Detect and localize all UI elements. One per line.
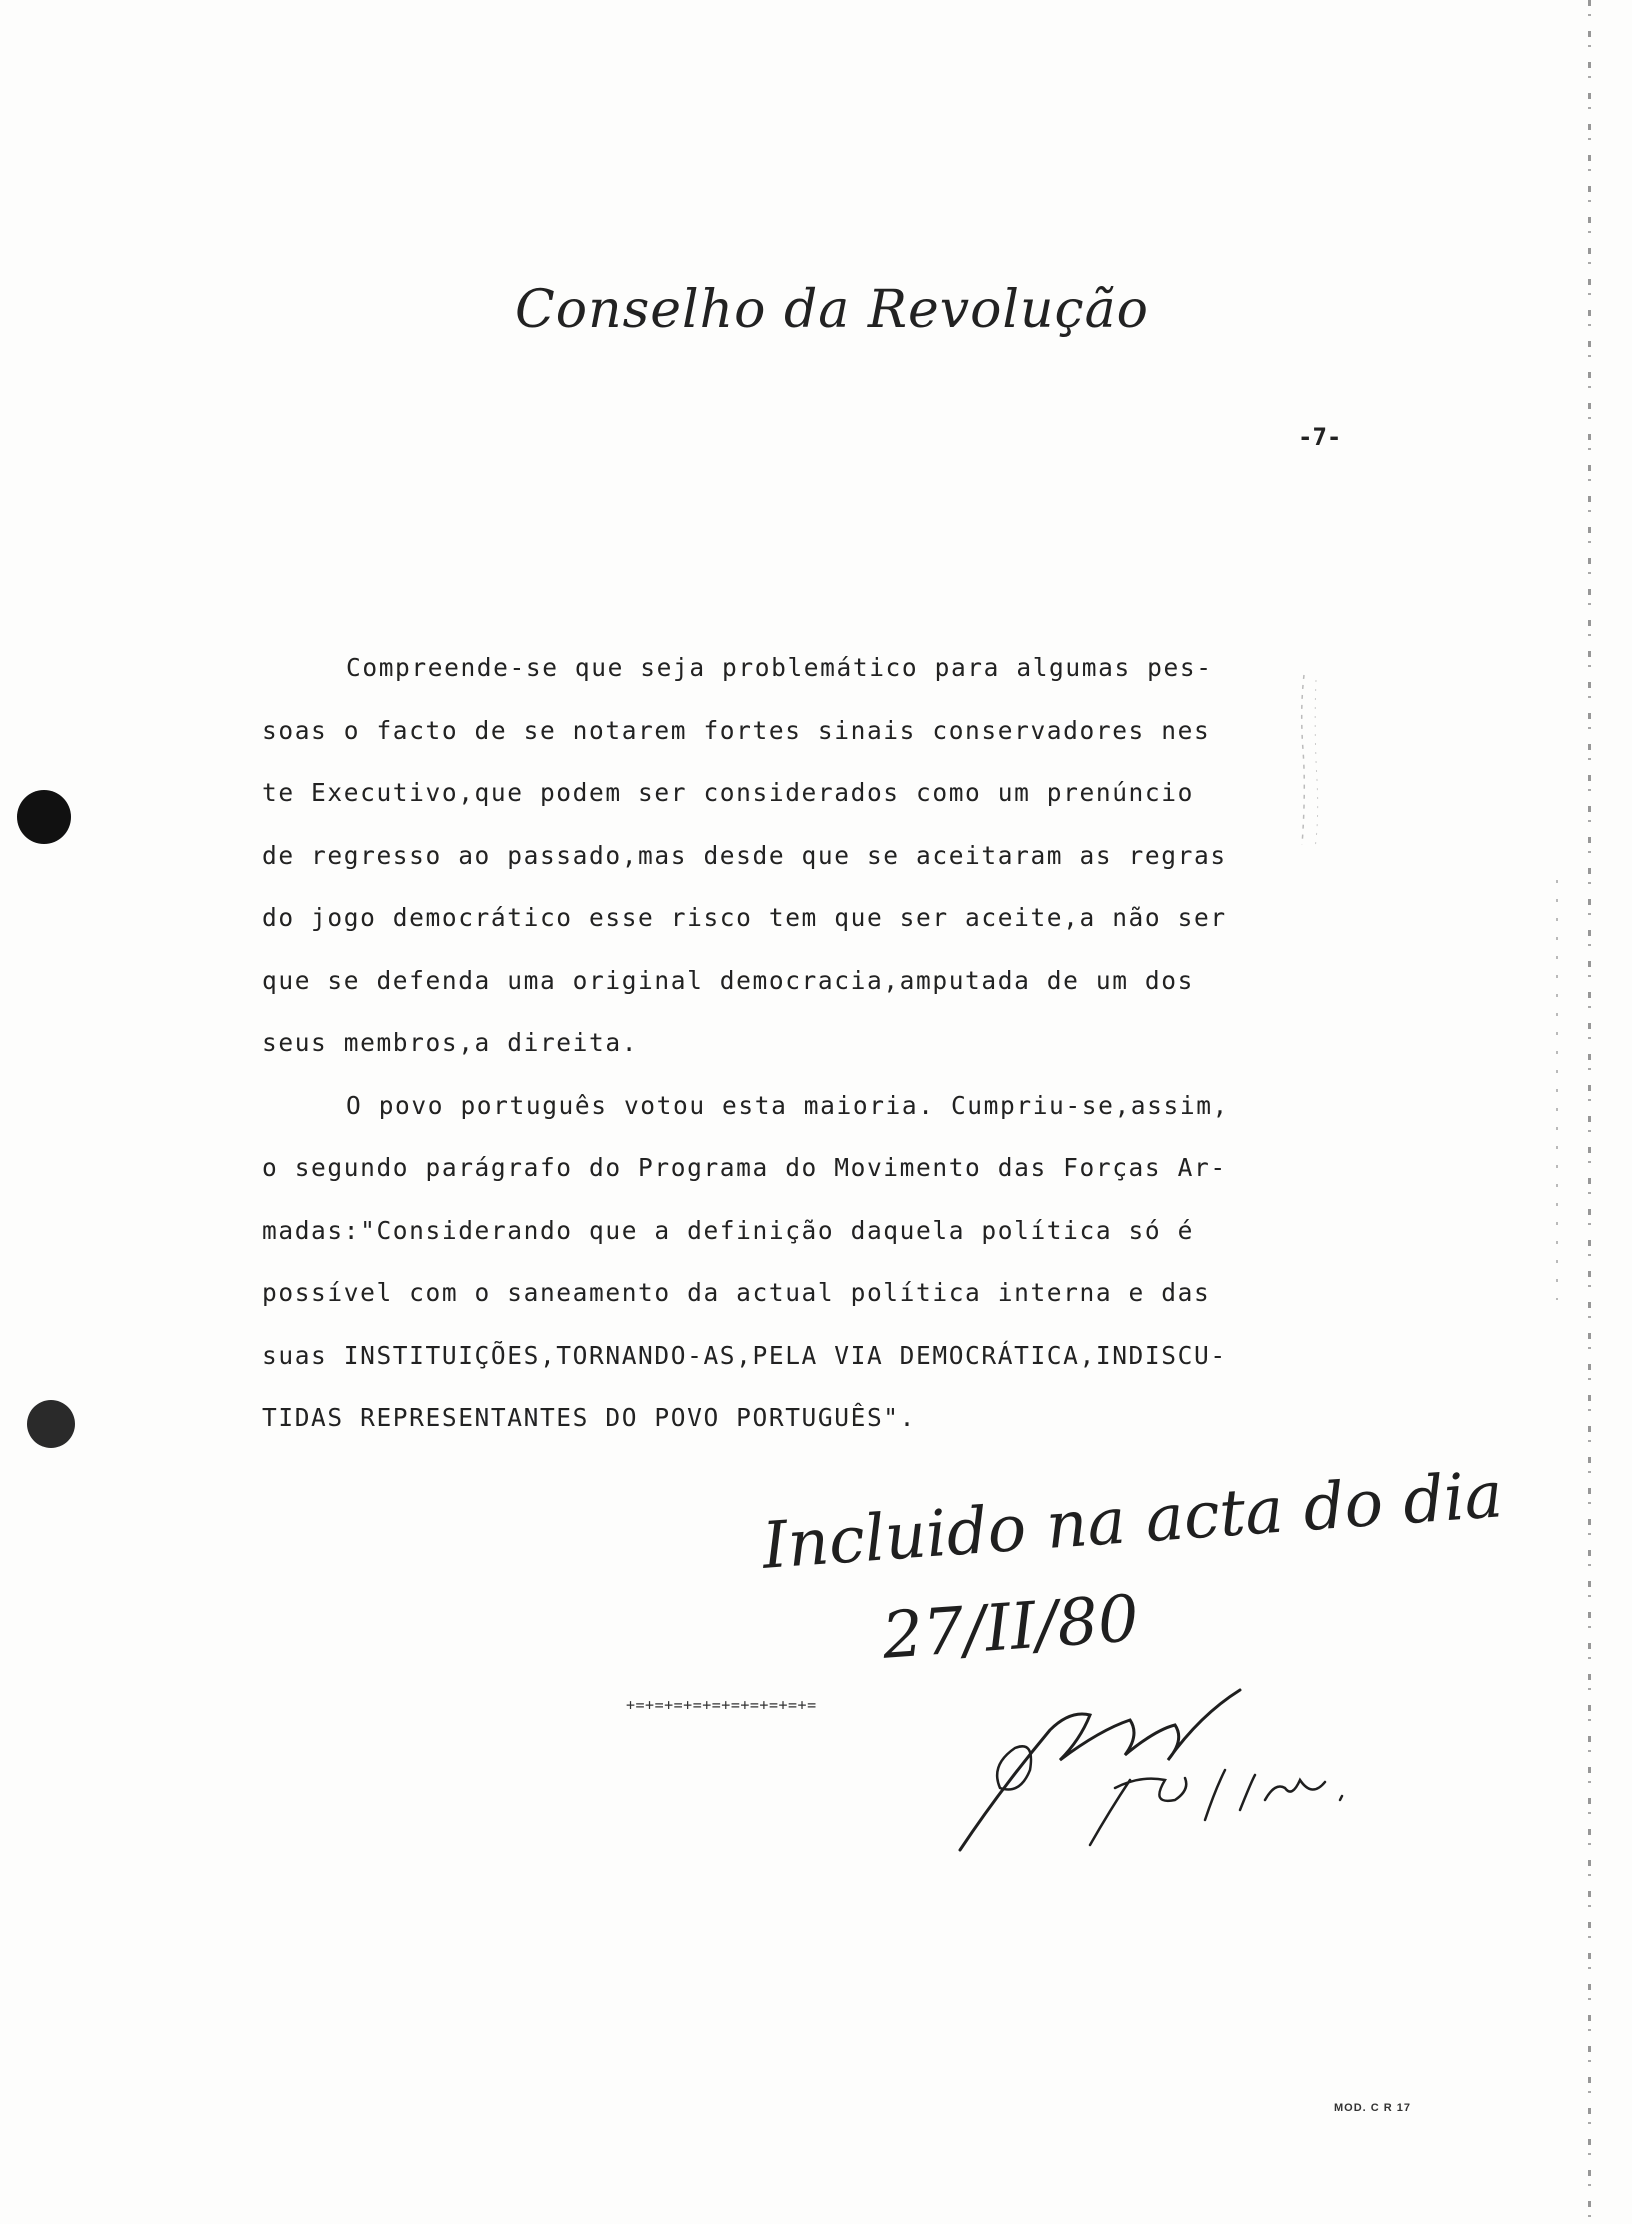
handwritten-note-date: 27/II/80 [880, 1582, 1142, 1674]
text-line: soas o facto de se notarem fortes sinais conservadores nes [262, 715, 1211, 745]
closing-divider: +=+=+=+=+=+=+=+=+=+= [626, 1696, 817, 1714]
text-line: de regresso ao passado,mas desde que se aceitaram as regras [262, 840, 1227, 870]
text-line: possível com o saneamento da actual política interna e das [262, 1278, 1211, 1307]
text-line: que se defenda uma original democracia,amputada de um dos [262, 965, 1194, 995]
handwritten-signature [940, 1670, 1370, 1860]
text-line: madas:"Considerando que a definição daquela política só é [262, 1215, 1194, 1245]
scan-edge-marks [1588, 0, 1591, 2224]
paragraph-2 [262, 1084, 1302, 1459]
paragraph-1 [262, 646, 1302, 1084]
form-code: MOD. C R 17 [1334, 2102, 1412, 2114]
text-line: do jogo democrático esse risco tem que ser aceite,a não ser [262, 903, 1227, 932]
text-line: o segundo parágrafo do Programa do Movimento das Forças Ar- [262, 1153, 1227, 1182]
document-body [262, 646, 1302, 1459]
punch-hole-top [17, 790, 71, 844]
text-line: seus membros,a direita. [262, 1028, 639, 1057]
text-line: suas INSTITUIÇÕES,TORNANDO-AS,PELA VIA DEMOCRÁTICA,INDISCU- [262, 1340, 1227, 1370]
text-line: te Executivo,que podem ser considerados como um prenúncio [262, 778, 1194, 807]
page-number: -7- [1298, 423, 1342, 451]
scan-edge-marks-inner [1556, 880, 1558, 1300]
text-line: TIDAS REPRESENTANTES DO POVO PORTUGUÊS". [262, 1403, 917, 1432]
letterhead: Conselho da Revolução [515, 280, 1149, 340]
text-line: O povo português votou esta maioria. Cumpriu-se,assim, [346, 1090, 1229, 1120]
handwritten-note-line1: Incluido na acta do dia [760, 1458, 1506, 1584]
text-line: Compreende-se que seja problemático para algumas pes- [346, 653, 1213, 682]
punch-hole-bottom [27, 1400, 75, 1448]
